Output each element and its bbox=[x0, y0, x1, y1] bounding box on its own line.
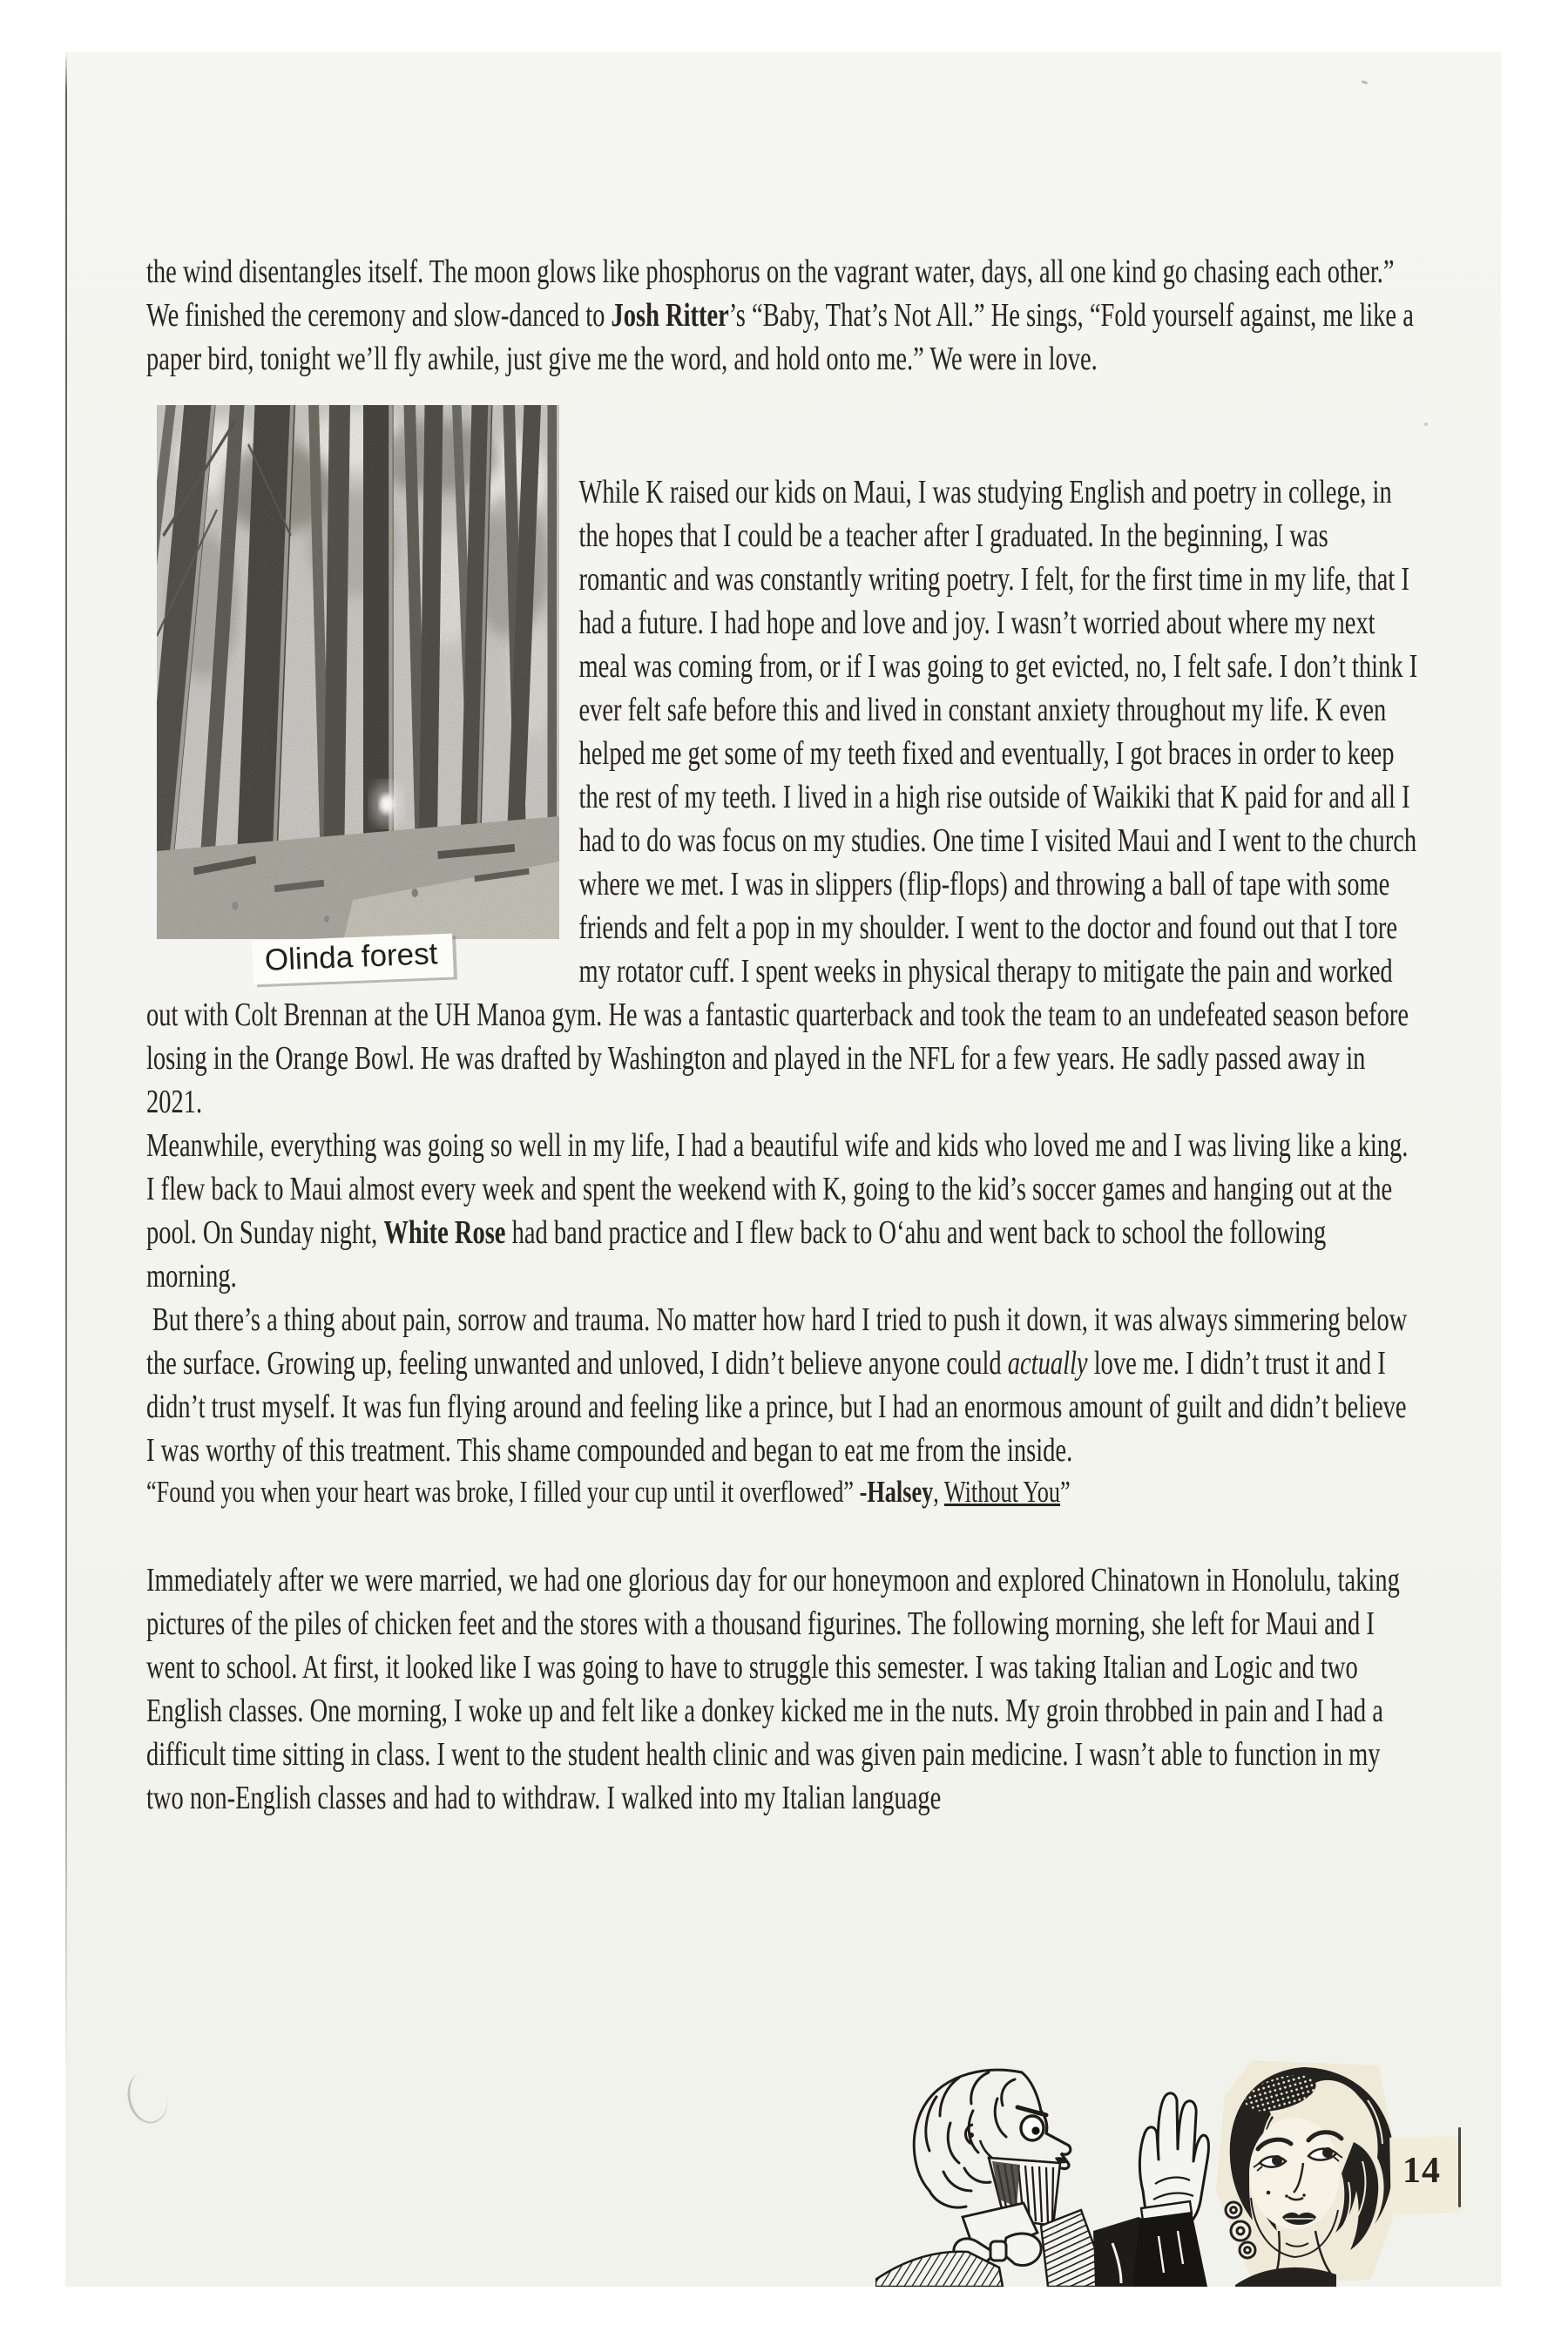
forest-photo-image bbox=[157, 405, 559, 939]
pencil-mark bbox=[122, 2067, 172, 2127]
scan-speck bbox=[1424, 422, 1428, 426]
page-number-divider-line bbox=[1458, 2127, 1461, 2207]
paragraph-college: While K raised our kids on Maui, I was studying English and poetry in college, in the hopes that I could be a teacher after I graduated. In the beginning, I was romantic and was constantly writing poetry. I felt, for the first time in my life, that I had a future. I had hope and love and joy. I wasn’t worried about where my next meal was coming from, or if I was going to get evicted, no, I felt safe. I don’t think I ever felt safe before this and lived in constant anxiety throughout my life. K even helped me get some of my teeth fixed and eventually, I got braces in order to keep the rest of my teeth. I lived in a high rise outside of Waikiki that K paid for and all I had to do was focus on my studies. One time I visited Maui and I went to the church where we met. I was in slippers (flip-flops) and throwing a ball of tape with some friends and felt a pop in my shoulder. I went to the doctor and found out that I tore my rotator cuff. I spent weeks in physical therapy to mitigate the pain and worked out with Colt Brennan at the UH Manoa gym. He was a fantastic quarterback and took the team to an undefeated season before losing in the Orange Bowl. He was drafted by Washington and played in the NFL for a few years. He sadly passed away in 2021. bbox=[146, 474, 1418, 1120]
raised-hand-illustration bbox=[1132, 2086, 1211, 2287]
woman-engraving-illustration bbox=[1200, 2060, 1405, 2287]
photo-caption: Olinda forest bbox=[252, 934, 454, 984]
forest-photo bbox=[157, 405, 559, 939]
text-column bbox=[146, 250, 1420, 1820]
page-number: 14 bbox=[1402, 2151, 1441, 2191]
paragraph-trauma: But there’s a thing about pain, sorrow and trauma. No matter how hard I tried to push it down, it was always simmering below the surface. Growing up, feeling unwanted and unloved, I didn’t believe anyone could actually love me. I didn’t trust it and I didn’t trust myself. It was fun flying around and feeling like a prince, but I had an enormous amount of guilt and didn’t believe I was worthy of this treatment. This shame compounded and began to eat me from the inside. bbox=[146, 1301, 1408, 1469]
song-quote: “Found you when your heart was broke, I filled your cup until it overflowed” -Halsey, Without You” bbox=[146, 1475, 1071, 1509]
paragraph-meanwhile: Meanwhile, everything was going so well in my life, I had a beautiful wife and kids who loved me and I was living like a king. I flew back to Maui almost every week and spent the weekend with K, going to the kid’s soccer games and hanging out at the pool. On Sunday night, White Rose had band practice and I flew back to O‘ahu and went back to school the following morning. bbox=[146, 1127, 1409, 1294]
page-edge-line bbox=[65, 52, 67, 2073]
paragraph-opening: the wind disentangles itself. The moon glows like phosphorus on the vagrant water, days, all one kind go chasing each other.” We finished the ceremony and slow-danced to Josh Ritter’s “Baby, That’s Not All.” He sings, “Fold yourself against, me like a paper bird, tonight we’ll fly awhile, just give me the word, and hold onto me.” We were in love. bbox=[146, 253, 1414, 377]
scan-speck bbox=[1362, 80, 1369, 84]
paragraph-honeymoon: Immediately after we were married, we had one glorious day for our honeymoon and explored Chinatown in Honolulu, taking pictures of the piles of chicken feet and the stores with a thousand figurines. The following morning, she left for Maui and I went to school. At first, it looked like I was going to have to struggle this semester. I was taking Italian and Logic and two English classes. One morning, I woke up and felt like a donkey kicked me in the nuts. My groin throbbed in pain and I had a difficult time sitting in class. I went to the student health clinic and was given pain medicine. I wasn’t able to function in my two non-English classes and had to withdraw. I walked into my Italian language bbox=[146, 1562, 1400, 1816]
scanned-book-page bbox=[65, 52, 1501, 2287]
